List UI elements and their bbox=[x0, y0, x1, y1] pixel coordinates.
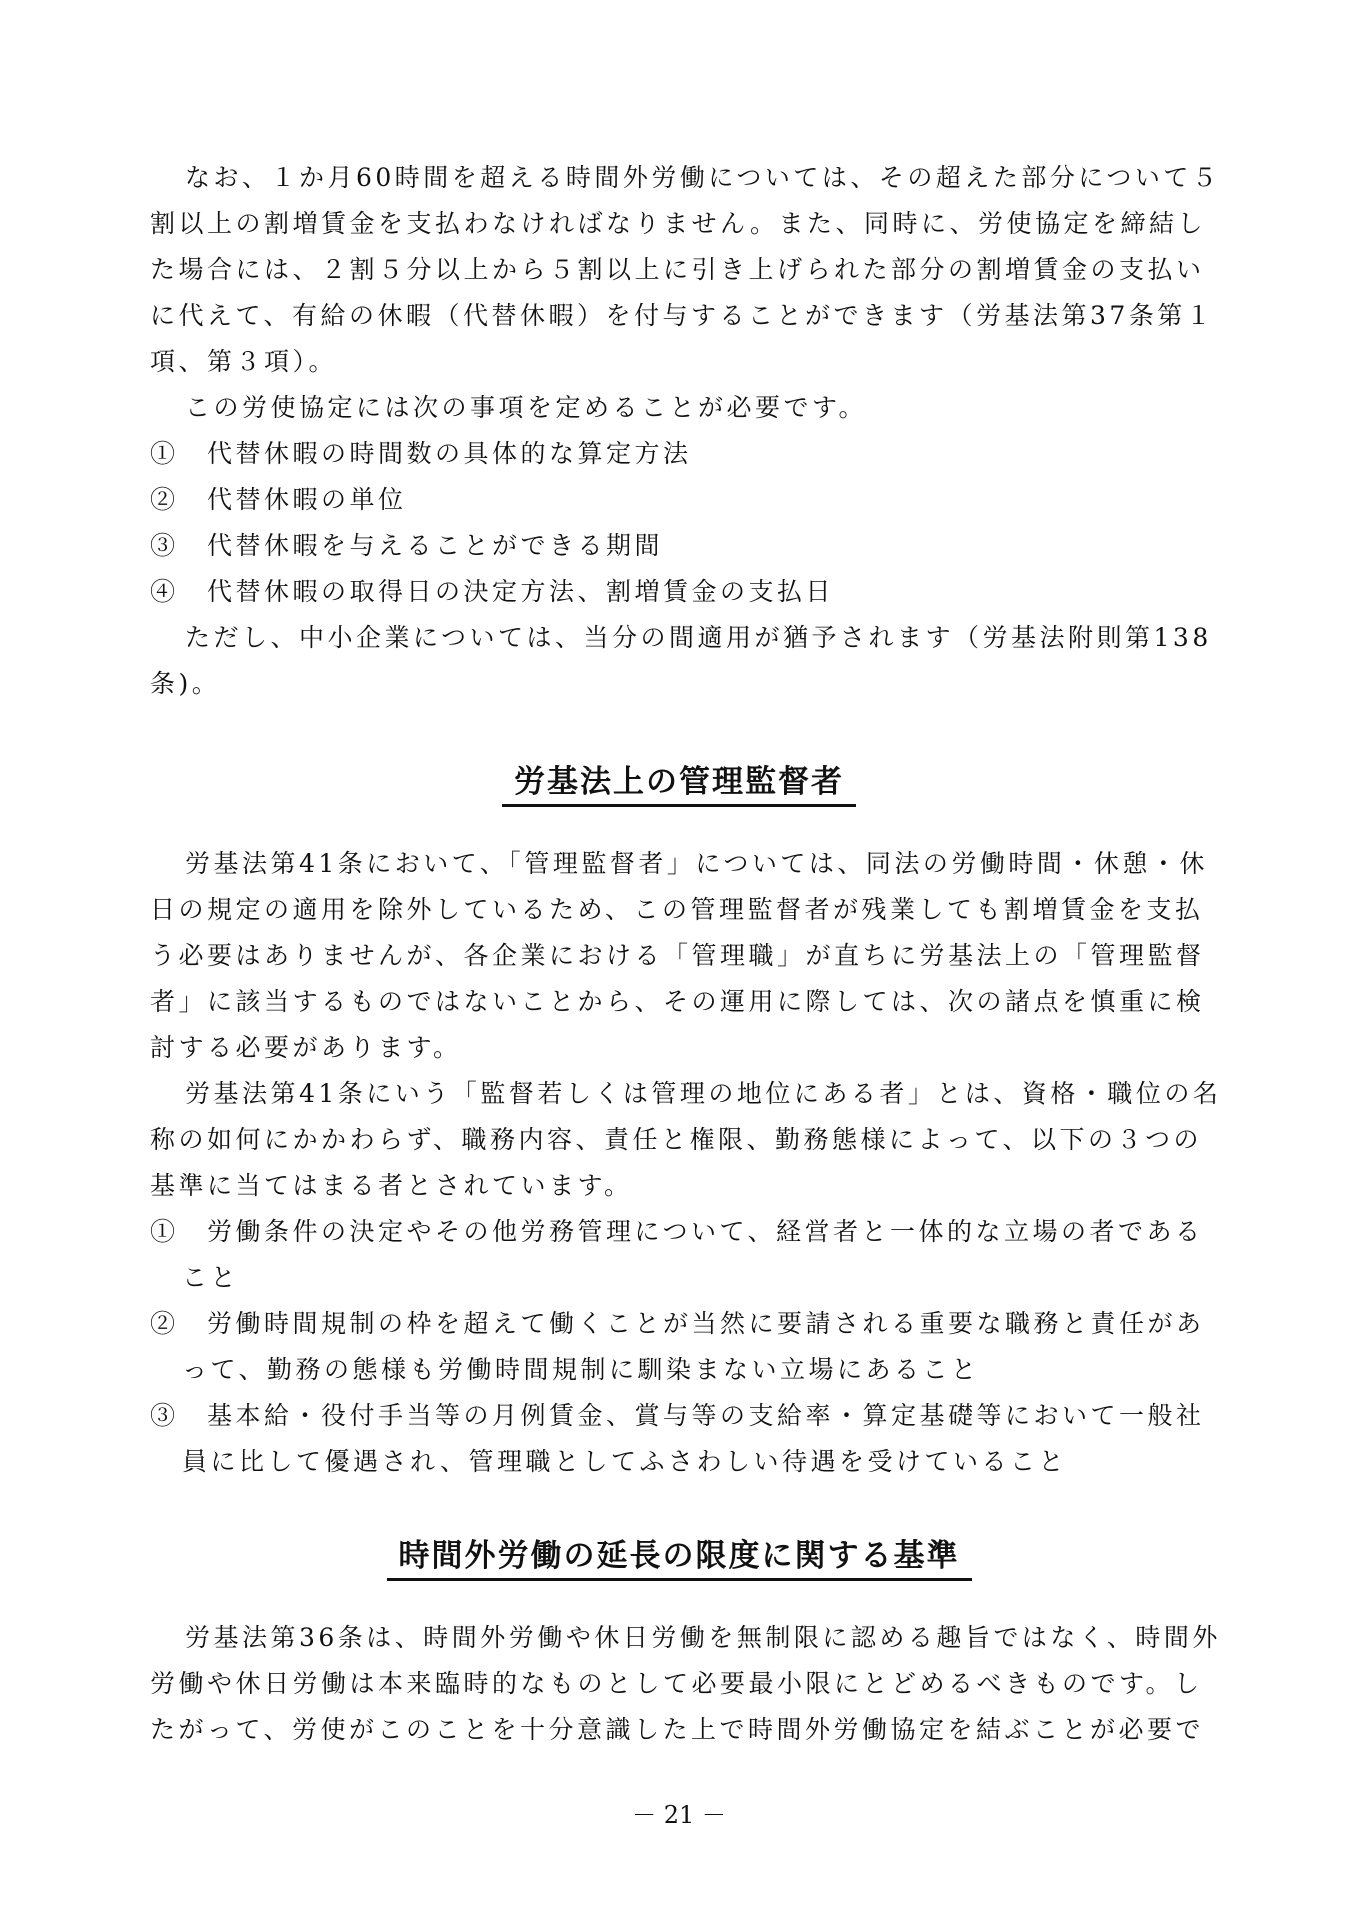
paragraph-line: う必要はありませんが、各企業における「管理職」が直ちに労基法上の「管理監督 bbox=[150, 941, 1205, 970]
list-item: ③ 代替休暇を与えることができる期間 bbox=[150, 531, 664, 560]
list-item-continuation: って、勤務の態様も労働時間規制に馴染まない立場にあること bbox=[182, 1355, 980, 1384]
section-heading-text: 労基法上の管理監督者 bbox=[502, 762, 856, 807]
paragraph-line: 労働や休日労働は本来臨時的なものとして必要最小限にとどめるべきものです。し bbox=[150, 1669, 1203, 1698]
section-heading bbox=[0, 762, 1358, 807]
list-item: ③ 基本給・役付手当等の月例賃金、賞与等の支給率・算定基礎等において一般社 bbox=[150, 1401, 1205, 1430]
list-item: ① 代替休暇の時間数の具体的な算定方法 bbox=[150, 439, 692, 468]
paragraph-line: た場合には、２割５分以上から５割以上に引き上げられた部分の割増賃金の支払い bbox=[150, 255, 1205, 284]
paragraph-line: 討する必要があります。 bbox=[150, 1033, 462, 1062]
list-item-continuation: こと bbox=[182, 1263, 240, 1292]
paragraph-line: 労基法第36条は、時間外労働や休日労働を無制限に認める趣旨ではなく、時間外 bbox=[185, 1623, 1221, 1652]
paragraph-line: 基準に当てはまる者とされています。 bbox=[150, 1171, 633, 1200]
paragraph-line: 労基法第41条にいう「監督若しくは管理の地位にある者」とは、資格・職位の名 bbox=[185, 1079, 1222, 1108]
paragraph-line: 項、第３項）。 bbox=[150, 347, 338, 376]
paragraph-line: に代えて、有給の休暇（代替休暇）を付与することができます（労基法第37条第１ bbox=[150, 301, 1215, 330]
list-item: ④ 代替休暇の取得日の決定方法、割増賃金の支払日 bbox=[150, 577, 835, 606]
list-item: ② 労働時間規制の枠を超えて働くことが当然に要請される重要な職務と責任があ bbox=[150, 1309, 1205, 1338]
paragraph-line: この労使協定には次の事項を定めることが必要です。 bbox=[185, 393, 868, 422]
list-item-continuation: 員に比して優遇され、管理職としてふさわしい待遇を受けていること bbox=[182, 1447, 1068, 1476]
paragraph-line: 者」に該当するものではないことから、その運用に際しては、次の諸点を慎重に検 bbox=[150, 987, 1205, 1016]
paragraph-line: たがって、労使がこのことを十分意識した上で時間外労働協定を結ぶことが必要で bbox=[150, 1715, 1205, 1744]
section-heading-text: 時間外労働の延長の限度に関する基準 bbox=[387, 1536, 972, 1581]
paragraph-line: 割以上の割増賃金を支払わなければなりません。また、同時に、労使協定を締結し bbox=[150, 209, 1207, 238]
list-item: ① 労働条件の決定やその他労務管理について、経営者と一体的な立場の者である bbox=[150, 1217, 1204, 1246]
paragraph-line: ただし、中小企業については、当分の間適用が猶予されます（労基法附則第138 bbox=[185, 623, 1212, 652]
paragraph-line: 日の規定の適用を除外しているため、この管理監督者が残業しても割増賃金を支払 bbox=[150, 895, 1204, 924]
paragraph-line: 称の如何にかかわらず、職務内容、責任と権限、勤務態様によって、以下の３つの bbox=[150, 1125, 1203, 1154]
paragraph-line: なお、１か月60時間を超える時間外労働については、その超えた部分について５ bbox=[185, 163, 1221, 192]
list-item: ② 代替休暇の単位 bbox=[150, 485, 407, 514]
paragraph-line: 条)。 bbox=[150, 669, 221, 698]
section-heading bbox=[0, 1536, 1358, 1581]
page-number: － 21 － bbox=[632, 1801, 726, 1829]
paragraph-line: 労基法第41条において、「管理監督者」については、同法の労働時間・休憩・休 bbox=[185, 849, 1208, 878]
